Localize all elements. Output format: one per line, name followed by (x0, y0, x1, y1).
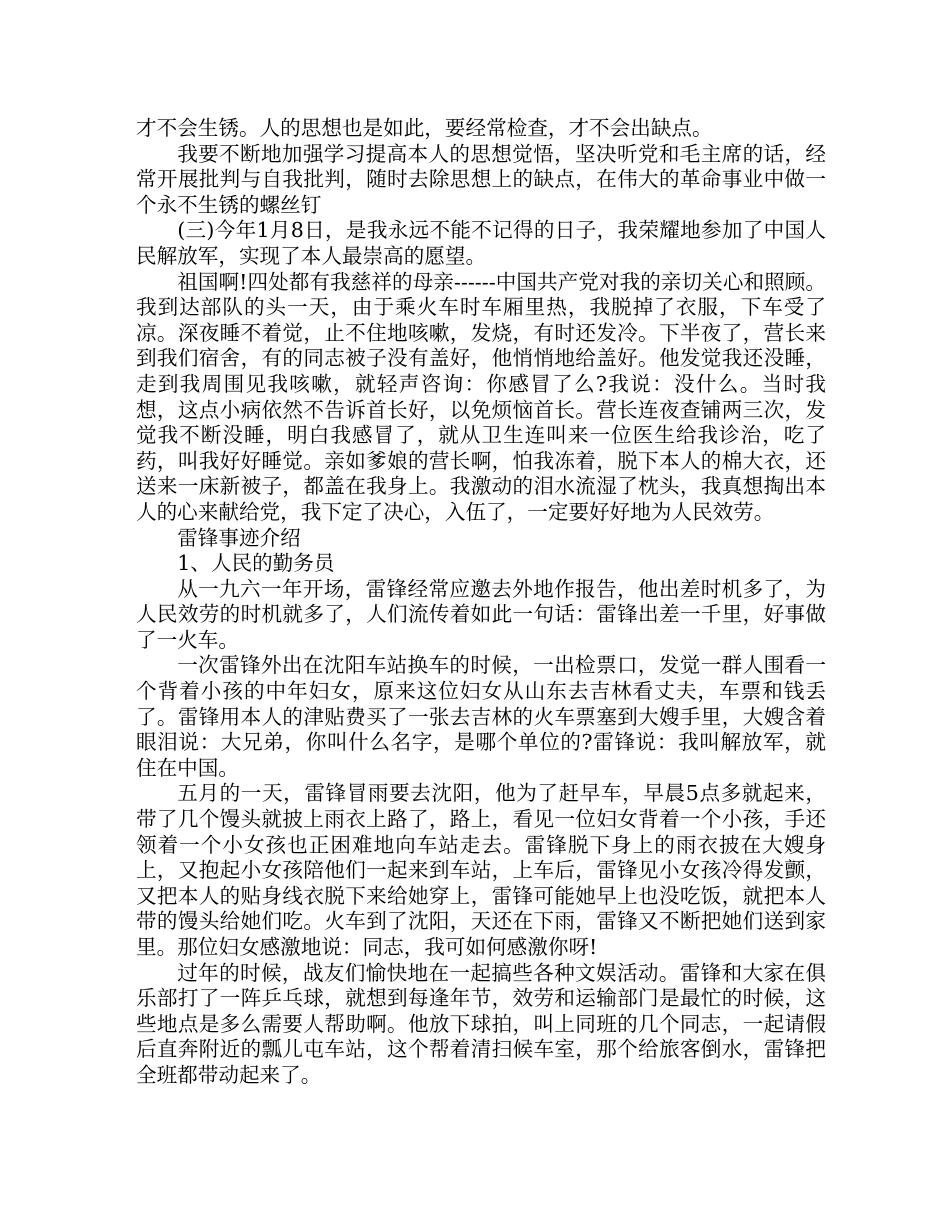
paragraph-7: 从一九六一年开场，雷锋经常应邀去外地作报告，他出差时机多了，为人民效劳的时机就多了，人们流传着如此一句话：雷锋出差一千里，好事做了一火车。 (136, 576, 826, 652)
body-text (136, 116, 826, 1089)
paragraph-1: 才不会生锈。人的思想也是如此，要经常检查，才不会出缺点。 (136, 116, 713, 140)
paragraph-10: 过年的时候，战友们愉快地在一起搞些各种文娱活动。雷锋和大家在俱乐部打了一阵乒乓球，就想到每逢年节，效劳和运输部门是最忙的时候，这些地点是多么需要人帮助啊。他放下球拍，叫上同班的几个同志，一起请假后直奔附近的瓢儿屯车站，这个帮着清扫候车室，那个给旅客倒水，雷锋把全班都带动起来了。 (136, 960, 826, 1087)
paragraph-4: 祖国啊!四处都有我慈祥的母亲------中国共产党对我的亲切关心和照顾。我到达部队的头一天，由于乘火车时车厢里热，我脱掉了衣服，下车受了凉。深夜睡不着觉，止不住地咳嗽，发烧，有时还发冷。下半夜了，营长来到我们宿舍，有的同志被子没有盖好，他悄悄地给盖好。他发觉我还没睡，走到我周围见我咳嗽，就轻声咨询：你感冒了么?我说：没什么。当时我想，这点小病依然不告诉首长好，以免烦恼首长。营长连夜查铺两三次，发觉我不断没睡，明白我感冒了，就从卫生连叫来一位医生给我诊治，吃了药，叫我好好睡觉。亲如爹娘的营长啊，怕我冻着，脱下本人的棉大衣，还送来一床新被子，都盖在我身上。我激动的泪水流湿了枕头，我真想掏出本人的心来献给党，我下定了决心，入伍了，一定要好好地为人民效劳。 (136, 269, 826, 524)
paragraph-9: 五月的一天，雷锋冒雨要去沈阳，他为了赶早车，早晨5点多就起来，带了几个馒头就披上雨衣上路了，路上，看见一位妇女背着一个小孩，手还领着一个小女孩也正困难地向车站走去。雷锋脱下身上的雨衣披在大嫂身上，又抱起小女孩陪他们一起来到车站，上车后，雷锋见小女孩冷得发颤，又把本人的贴身线衣脱下来给她穿上，雷锋可能她早上也没吃饭，就把本人带的馒头给她们吃。火车到了沈阳，天还在下雨，雷锋又不断把她们送到家里。那位妇女感激地说：同志，我可如何感激你呀! (136, 781, 826, 959)
paragraph-2: 我要不断地加强学习提高本人的思想觉悟，坚决听党和毛主席的话，经常开展批判与自我批判，随时去除思想上的缺点，在伟大的革命事业中做一个永不生锈的螺丝钉 (136, 141, 826, 217)
subsection-heading: 1、人民的勤务员 (177, 551, 335, 576)
paragraph-8: 一次雷锋外出在沈阳车站换车的时候，一出检票口，发觉一群人围看一个背着小孩的中年妇女，原来这位妇女从山东去吉林看丈夫，车票和钱丢了。雷锋用本人的津贴费买了一张去吉林的火车票塞到大嫂手里，大嫂含着眼泪说：大兄弟，你叫什么名字，是哪个单位的?雷锋说：我叫解放军，就住在中国。 (136, 653, 826, 780)
paragraph-3: (三)今年1月8日，是我永远不能不记得的日子，我荣耀地参加了中国人民解放军，实现了本人最崇高的愿望。 (136, 218, 826, 268)
section-heading: 雷锋事迹介绍 (177, 525, 301, 550)
